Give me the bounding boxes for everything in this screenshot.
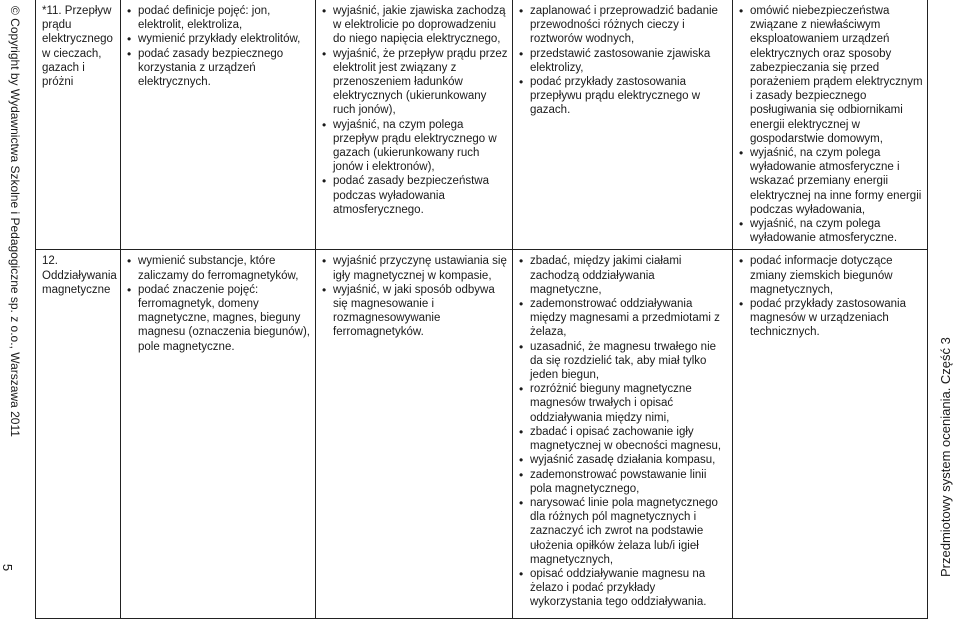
list-item: • wyjaśnić, że przepływ prądu przez elektrolit jest związany z przenoszeniem ładunków elektrycznych (ukierunkowany ruch jonów), (322, 47, 508, 118)
list-item: • podać przykłady zastosowania przepływu prądu elektrycznego w gazach. (519, 75, 728, 118)
list-item: • wyjaśnić, na czym polega wyładowanie atmosferyczne. (739, 217, 923, 245)
requirements-cell (121, 0, 316, 250)
list-item: • podać definicje pojęć: jon, elektrolit, elektroliza, (127, 4, 311, 32)
topic-cell: *11. Przepływ prądu elektrycznego w cieczach, gazach i próżni (36, 0, 121, 250)
table-row (36, 250, 928, 619)
list-item: • omówić niebezpieczeństwa związane z niewłaściwym eksploatowaniem urządzeń elektrycznych oraz sposoby zabezpieczania się przed porażeniem prądem elektrycznym i zasady bezpiecznego posługiwania się odbiornikami energii elektrycznej w gospodarstwie domowym, (739, 4, 923, 146)
list-item: • zademonstrować oddziaływania między magnesami a przedmiotami z żelaza, (519, 297, 728, 340)
requirements-cell (513, 250, 733, 619)
table-row (36, 0, 928, 250)
list-item: • narysować linie pola magnetycznego dla różnych pól magnetycznych i zaznaczyć ich zwrot na podstawie ułożenia opiłków żelaza lub/i igieł magnetycznych, (519, 496, 728, 567)
list-item: • rozróżnić bieguny magnetyczne magnesów trwałych i opisać oddziaływania między nimi, (519, 382, 728, 425)
requirements-cell (513, 0, 733, 250)
list-item: • wyjaśnić, na czym polega przepływ prądu elektrycznego w gazach (ukierunkowany ruch jonów i elektronów), (322, 118, 508, 175)
list-item: • podać przykłady zastosowania magnesów w urządzeniach technicznych. (739, 297, 923, 340)
list-item: • przedstawić zastosowanie zjawiska elektrolizy, (519, 47, 728, 75)
requirements-cell (121, 250, 316, 619)
series-title: Przedmiotowy system oceniania. Część 3 (938, 337, 953, 577)
copyright-note: © Copyright by Wydawnictwa Szkolne i Pedagogiczne sp. z o.o., Warszawa 2011 (8, 6, 22, 437)
list-item: • podać zasady bezpiecznego korzystania z urządzeń elektrycznych. (127, 47, 311, 90)
left-margin (0, 0, 24, 581)
list-item: • uzasadnić, że magnesu trwałego nie da się rozdzielić tak, aby miał tylko jeden biegun, (519, 340, 728, 383)
list-item: • wymienić przykłady elektrolitów, (127, 32, 311, 46)
requirements-cell (316, 250, 513, 619)
list-item: • zbadać i opisać zachowanie igły magnetycznej w obecności magnesu, (519, 425, 728, 453)
requirements-cell (316, 0, 513, 250)
list-item: • wyjaśnić, jakie zjawiska zachodzą w elektrolicie po doprowadzeniu do niego napięcia elektrycznego, (322, 4, 508, 47)
right-margin (930, 0, 960, 581)
requirements-cell (733, 250, 928, 619)
list-item: • wyjaśnić, na czym polega wyładowanie atmosferyczne i wskazać przemiany energii elektrycznej na inne formy energii podczas wyładowania, (739, 146, 923, 217)
list-item: • zaplanować i przeprowadzić badanie przewodności różnych cieczy i roztworów wodnych, (519, 4, 728, 47)
page-number: 5 (0, 563, 16, 572)
list-item: • wyjaśnić przyczynę ustawiania się igły magnetycznej w kompasie, (322, 254, 508, 282)
list-item: • podać informacje dotyczące zmiany ziemskich biegunów magnetycznych, (739, 254, 923, 297)
list-item: • zademonstrować powstawanie linii pola magnetycznego, (519, 468, 728, 496)
requirements-cell (733, 0, 928, 250)
list-item: • wyjaśnić, w jaki sposób odbywa się magnesowanie i rozmagnesowywanie ferromagnetyków. (322, 283, 508, 340)
topic-cell: 12. Oddziaływania magnetyczne (36, 250, 121, 619)
list-item: • opisać oddziaływanie magnesu na żelazo i podać przykłady wykorzystania tego oddziaływania. (519, 567, 728, 610)
list-item: • podać znaczenie pojęć: ferromagnetyk, domeny magnetyczne, magnes, bieguny magnesu (oznaczenia biegunów), pole magnetyczne. (127, 283, 311, 354)
list-item: • wyjaśnić zasadę działania kompasu, (519, 453, 728, 467)
list-item: • wymienić substancje, które zaliczamy do ferromagnetyków, (127, 254, 311, 282)
requirements-table (35, 0, 928, 619)
list-item: • zbadać, między jakimi ciałami zachodzą oddziaływania magnetyczne, (519, 254, 728, 297)
list-item: • podać zasady bezpieczeństwa podczas wyładowania atmosferycznego. (322, 174, 508, 217)
